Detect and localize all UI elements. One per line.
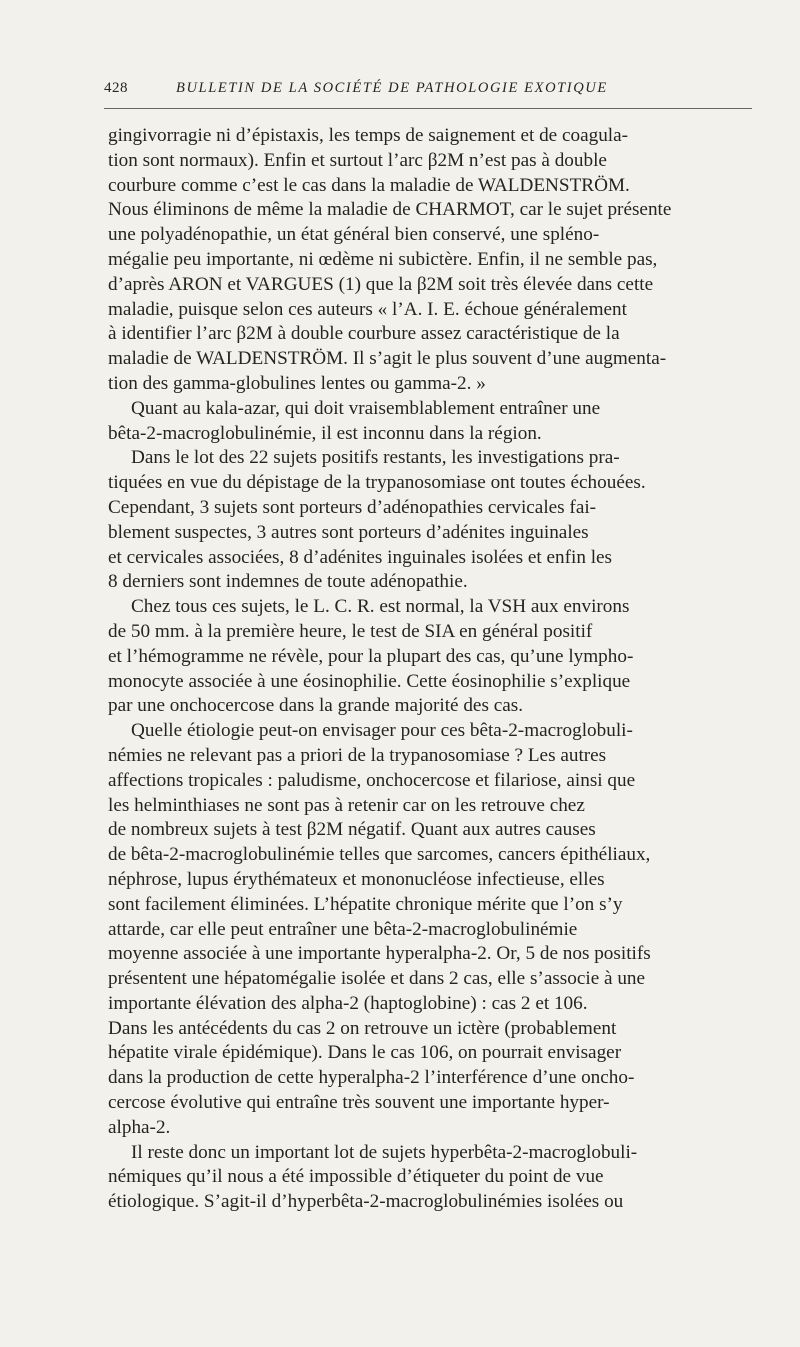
running-header xyxy=(104,76,752,109)
text-line: némiques qu’il nous a été impossible d’étiqueter du point de vue xyxy=(108,1166,604,1188)
text-line: cercose évolutive qui entraîne très souvent une importante hyper- xyxy=(108,1092,610,1114)
text-line: Chez tous ces sujets, le L. C. R. est normal, la VSH aux environs xyxy=(131,596,630,618)
text-line: blement suspectes, 3 autres sont porteurs d’adénites inguinales xyxy=(108,521,589,543)
text-line: une polyadénopathie, un état général bien conservé, une spléno- xyxy=(108,224,600,246)
text-line: alpha-2. xyxy=(108,1116,171,1138)
article-body xyxy=(108,124,752,1215)
text-line: gingivorragie ni d’épistaxis, les temps de saignement et de coagula- xyxy=(108,125,629,146)
text-line: de 50 mm. à la première heure, le test de SIA en général positif xyxy=(108,620,593,642)
text-line: sont facilement éliminées. L’hépatite chronique mérite que l’on s’y xyxy=(108,893,623,915)
text-line: Quelle étiologie peut-on envisager pour ces bêta-2-macroglobuli- xyxy=(131,720,633,742)
running-title: BULLETIN DE LA SOCIÉTÉ DE PATHOLOGIE EXOTIQUE xyxy=(176,80,608,96)
paragraph-kala-azar xyxy=(108,397,752,447)
text-line: némies ne relevant pas a priori de la trypanosomiase ? Les autres xyxy=(108,744,607,766)
paragraph-positive-subjects xyxy=(108,446,752,595)
text-line: tiquées en vue du dépistage de la trypanosomiase ont toutes échouées. xyxy=(108,472,646,494)
text-line: courbure comme c’est le cas dans la maladie de WALDENSTRÖM. xyxy=(108,174,630,196)
text-line: maladie, puisque selon ces auteurs « l’A. I. E. échoue généralement xyxy=(108,298,627,320)
text-line: dans la production de cette hyperalpha-2 l’interférence d’une oncho- xyxy=(108,1067,635,1089)
text-line: Dans le lot des 22 sujets positifs restants, les investigations pra- xyxy=(131,447,620,469)
text-line: monocyte associée à une éosinophilie. Cette éosinophilie s’explique xyxy=(108,670,631,692)
text-line: mégalie peu importante, ni œdème ni subictère. Enfin, il ne semble pas, xyxy=(108,248,658,270)
text-line: les helminthiases ne sont pas à retenir car on les retrouve chez xyxy=(108,794,585,816)
text-line: 8 derniers sont indemnes de toute adénopathie. xyxy=(108,571,468,593)
text-line: néphrose, lupus érythémateux et mononucléose infectieuse, elles xyxy=(108,868,605,890)
text-line: présentent une hépatomégalie isolée et dans 2 cas, elle s’associe à une xyxy=(108,968,646,990)
text-line: Quant au kala-azar, qui doit vraisemblablement entraîner une xyxy=(131,397,601,419)
text-line: de nombreux sujets à test β2M négatif. Quant aux autres causes xyxy=(108,819,596,841)
text-line: Nous éliminons de même la maladie de CHARMOT, car le sujet présente xyxy=(108,199,672,221)
text-line: tion des gamma-globulines lentes ou gamma-2. » xyxy=(108,372,486,394)
text-line: étiologique. S’agit-il d’hyperbêta-2-macroglobulinémies isolées ou xyxy=(108,1191,624,1213)
paragraph-conclusion xyxy=(108,1141,752,1215)
paragraph-continuation xyxy=(108,124,752,397)
text-line: hépatite virale épidémique). Dans le cas 106, on pourrait envisager xyxy=(108,1042,622,1064)
text-line: à identifier l’arc β2M à double courbure assez caractéristique de la xyxy=(108,323,620,345)
text-line: et l’hémogramme ne révèle, pour la plupart des cas, qu’une lympho- xyxy=(108,645,634,667)
text-line: de bêta-2-macroglobulinémie telles que sarcomes, cancers épithéliaux, xyxy=(108,844,651,866)
text-line: d’après ARON et VARGUES (1) que la β2M soit très élevée dans cette xyxy=(108,273,654,295)
text-line: Dans les antécédents du cas 2 on retrouve un ictère (probablement xyxy=(108,1017,617,1039)
paragraph-etiology xyxy=(108,719,752,1141)
text-line: moyenne associée à une importante hyperalpha-2. Or, 5 de nos positifs xyxy=(108,943,651,965)
paragraph-lab-findings xyxy=(108,595,752,719)
text-line: Il reste donc un important lot de sujets hyperbêta-2-macroglobuli- xyxy=(131,1141,638,1163)
text-line: maladie de WALDENSTRÖM. Il s’agit le plus souvent d’une augmenta- xyxy=(108,348,667,370)
text-line: par une onchocercose dans la grande majorité des cas. xyxy=(108,695,524,717)
text-line: tion sont normaux). Enfin et surtout l’arc β2M n’est pas à double xyxy=(108,149,607,171)
text-line: attarde, car elle peut entraîner une bêta-2-macroglobulinémie xyxy=(108,918,578,940)
text-line: Cependant, 3 sujets sont porteurs d’adénopathies cervicales fai- xyxy=(108,496,597,518)
text-line: et cervicales associées, 8 d’adénites inguinales isolées et enfin les xyxy=(108,546,613,568)
text-line: importante élévation des alpha-2 (haptoglobine) : cas 2 et 106. xyxy=(108,992,588,1014)
page-number: 428 xyxy=(104,80,128,96)
text-line: affections tropicales : paludisme, onchocercose et filariose, ainsi que xyxy=(108,769,636,791)
text-line: bêta-2-macroglobulinémie, il est inconnu dans la région. xyxy=(108,422,542,444)
